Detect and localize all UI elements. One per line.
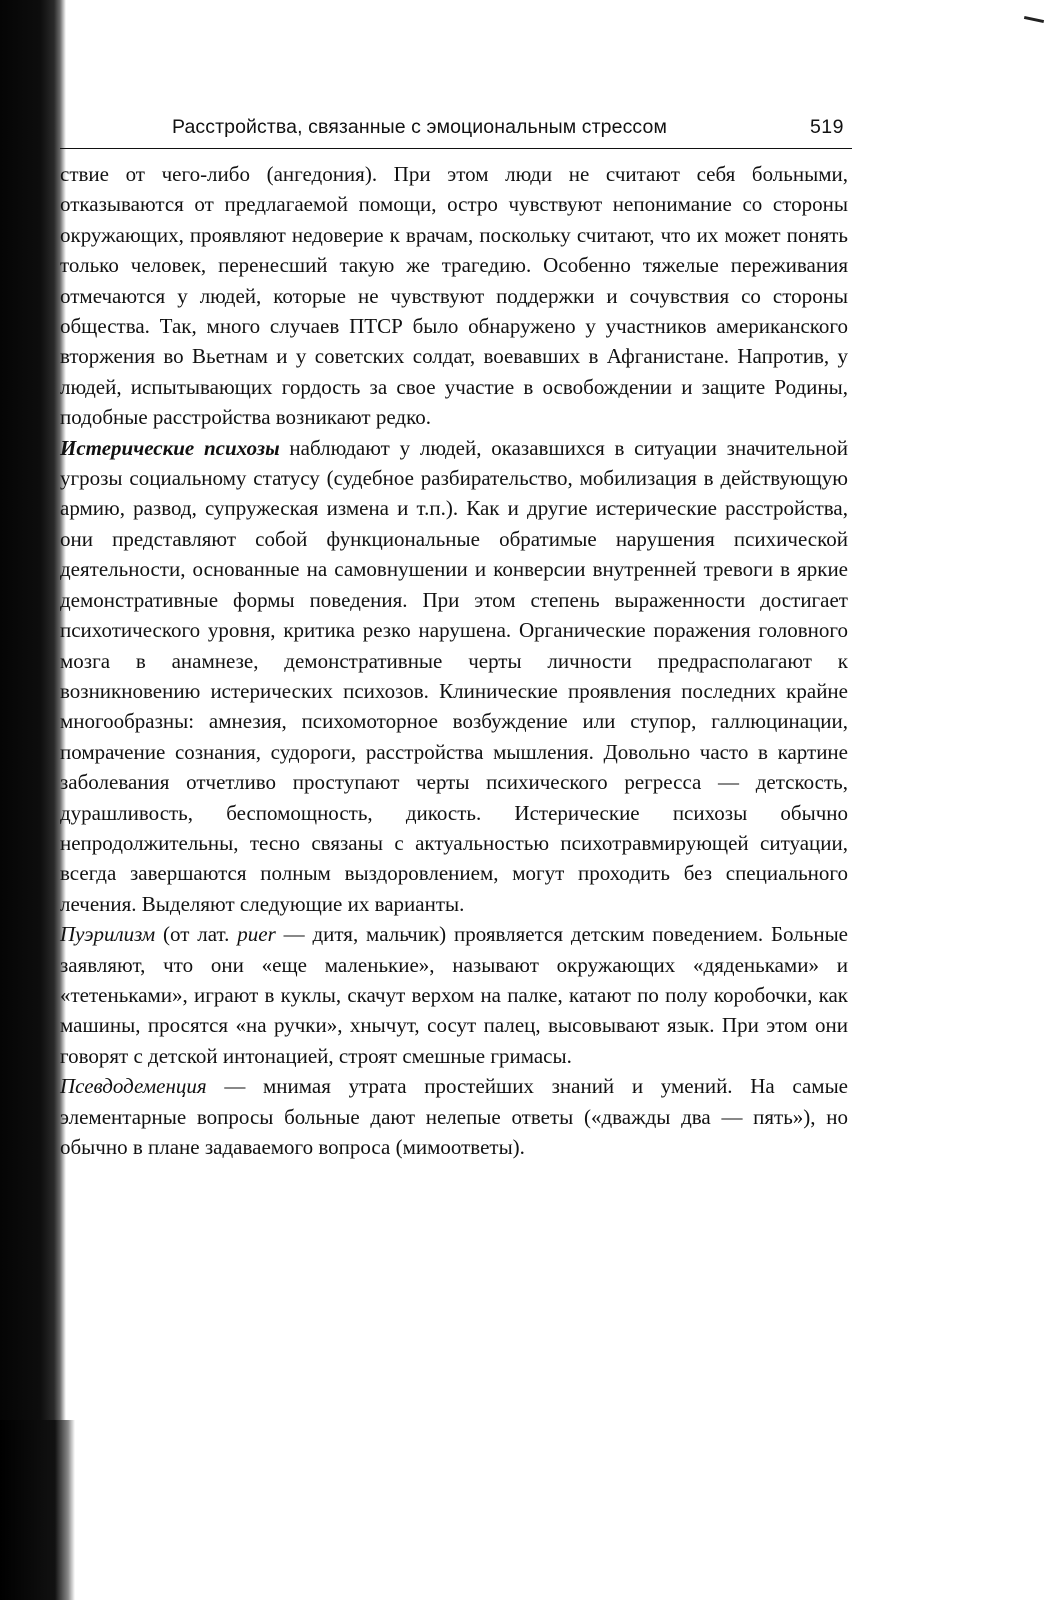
paragraph-text: — мнимая утрата простейших знаний и умений. На самые элементарные вопросы больные дают нелепые ответы («дважды два — пять»), но обычно в плане задаваемого вопроса (мимоответы).: [60, 1074, 848, 1159]
paragraph-puerilism: [60, 919, 848, 1071]
term-hysterical-psychoses: Истерические психозы: [60, 435, 280, 460]
running-header-title: Расстройства, связанные с эмоциональным стрессом: [172, 116, 667, 138]
term-puerilism: Пуэрилизм: [60, 922, 156, 947]
scan-binding-shadow-bottom: [0, 1420, 75, 1600]
paragraph-anhedonia: [60, 159, 848, 433]
paragraph-hysterical-psychoses: [60, 433, 848, 920]
term-pseudodementia: Псевдодеменция: [60, 1074, 207, 1099]
paragraph-text-prefix: (от лат.: [155, 922, 238, 947]
scan-corner-mark: [1024, 16, 1044, 23]
paragraph-text: — дитя, мальчик) проявляется детским поведением. Больные заявляют, что они «еще маленькие», называют окружающих «дяденьками» и «тетеньками», играют в куклы, скачут верхом на палке, катают по полу коробочки, как машины, просятся «на ручки», хнычут, сосут палец, высовывают язык. При этом они говорят с детской интонацией, строят смешные гримасы.: [60, 922, 848, 1068]
running-header: [60, 116, 852, 149]
paragraph-text: наблюдают у людей, оказавшихся в ситуации значительной угрозы социальному статусу (судебное разбирательство, мобилизация в действующую армию, развод, супружеская измена и т.п.). Как и другие истерические расстройства, они представляют собой функциональные обратимые нарушения психической деятельности, основанные на самовнушении и конверсии внутренней тревоги в яркие демонстративные формы поведения. При этом степень выраженности достигает психотического уровня, критика резко нарушена. Органические поражения головного мозга в анамнезе, демонстративные черты личности предрасполагают к возникновению истерических психозов. Клинические проявления последних крайне многообразны: амнезия, психомоторное возбуждение или ступор, галлюцинации, помрачение сознания, судороги, расстройства мышления. Довольно часто в картине заболевания отчетливо проступают черты психического регресса — детскость, дурашливость, беспомощность, дикость. Истерические психозы обычно непродолжительны, тесно связаны с актуальностью психотравмирующей ситуации, всегда завершаются полным выздоровлением, могут проходить без специального лечения. Выделяют следующие их варианты.: [60, 435, 848, 916]
latin-word: puer: [237, 922, 276, 947]
scan-binding-shadow: [0, 0, 66, 1600]
paragraph-pseudodementia: [60, 1071, 848, 1162]
book-page: [60, 116, 852, 1162]
page-body: [60, 159, 852, 1162]
paragraph-text: ствие от чего-либо (ангедония). При этом люди не считают себя больными, отказываются от предлагаемой помощи, остро чувствуют непонимание со стороны окружающих, проявляют недоверие к врачам, поскольку считают, что их может понять только человек, перенесший такую же трагедию. Особенно тяжелые переживания отмечаются у людей, которые не чувствуют поддержки и сочувствия со стороны общества. Так, много случаев ПТСР было обнаружено у участников американского вторжения во Вьетнам и у советских солдат, воевавших в Афганистане. Напротив, у людей, испытывающих гордость за свое участие в освобождении и защите Родины, подобные расстройства возникают редко.: [60, 162, 848, 430]
page-number: 519: [809, 116, 844, 138]
